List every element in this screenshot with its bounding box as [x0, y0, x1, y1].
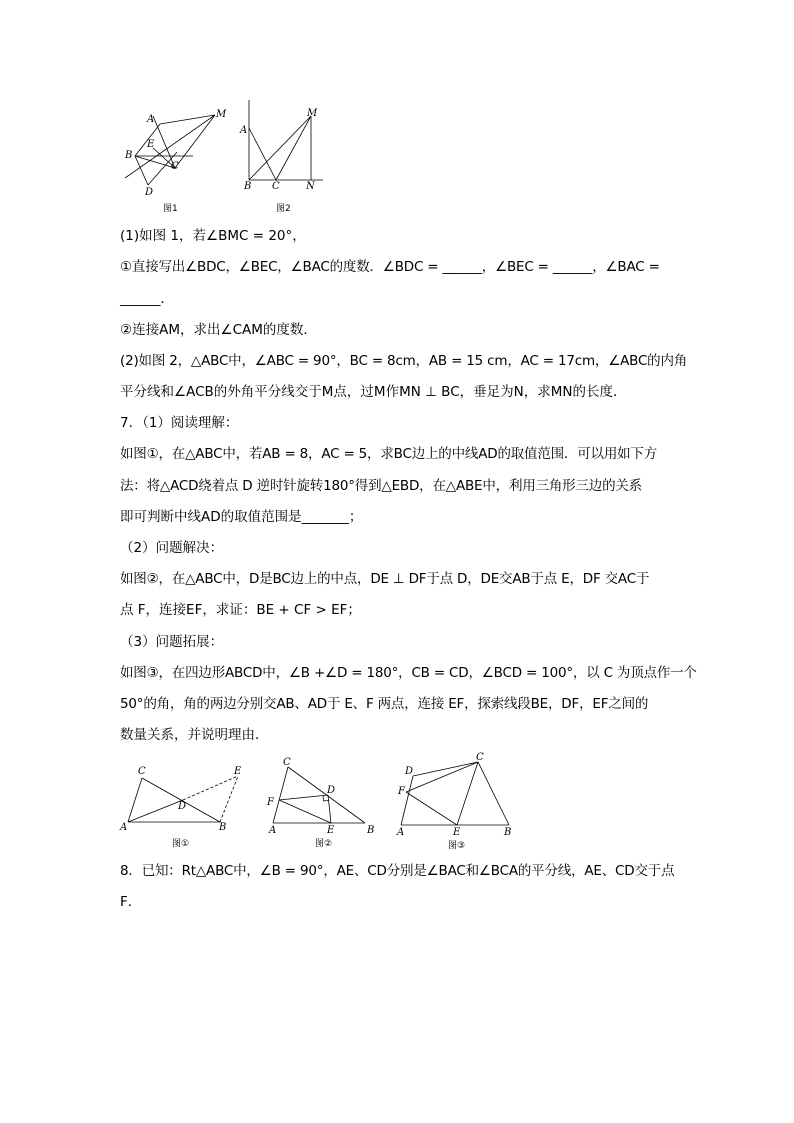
figb-label-f: F	[267, 797, 274, 808]
text-line-3: ______．	[120, 291, 174, 307]
text-line-12: 如图②，在△ABC中，D是BC边上的中点，DE ⊥ DF于点 D，DE交AB于点 E，DF 交AC于	[120, 571, 650, 587]
text-line-5: (2)如图 2，△ABC中，∠ABC = 90°，BC = 8cm，AB = 15 cm，AC = 17cm，∠ABC的内角	[120, 353, 688, 369]
figb-label-d: D	[327, 785, 336, 796]
figure-c-diagram	[393, 750, 523, 850]
fig1-caption: 图1	[163, 204, 178, 214]
fig2-label-n: N	[306, 181, 315, 192]
fig2-label-c: C	[272, 181, 280, 192]
figb-label-a: A	[269, 825, 277, 836]
text-line-7: 7．（1）阅读理解：	[120, 415, 239, 431]
figure-a	[118, 760, 253, 850]
figure-1	[115, 100, 225, 220]
figc-label-e: E	[453, 827, 461, 838]
figure-b-diagram	[263, 755, 383, 850]
text-line-6: 平分线和∠ACB的外角平分线交于M点，过M作MN ⊥ BC，垂足为N，求MN的长度．	[120, 384, 627, 400]
fig1-label-e: E	[147, 139, 155, 150]
figa-label-d: D	[178, 801, 187, 812]
figure-2-diagram	[236, 100, 331, 220]
figure-2	[236, 100, 331, 220]
figb-label-b: B	[367, 825, 375, 836]
fig2-label-b: B	[244, 181, 252, 192]
fig2-label-a: A	[240, 125, 248, 136]
figure-b	[263, 755, 383, 850]
figc-label-c: C	[476, 752, 484, 763]
figb-label-e: E	[327, 825, 335, 836]
text-line-14: （3）问题拓展：	[120, 634, 224, 650]
figure-1-diagram	[115, 100, 225, 220]
text-line-10: 即可判断中线AD的取值范围是_______；	[120, 509, 363, 525]
text-line-9: 法：将△ACD绕着点 D 逆时针旋转180°得到△EBD，在△ABE中，利用三角形三边的关系	[120, 478, 642, 494]
figa-label-e: E	[234, 766, 242, 777]
text-line-17: 数量关系，并说明理由．	[120, 727, 269, 743]
text-line-18: 8．已知：Rt△ABC中，∠B = 90°，AE、CD分别是∠BAC和∠BCA的平分线，AE、CD交于点	[120, 863, 675, 879]
fig1-label-b: B	[125, 150, 133, 161]
figb-caption: 图②	[315, 839, 333, 849]
text-line-4: ②连接AM，求出∠CAM的度数．	[120, 322, 317, 338]
figc-label-b: B	[504, 827, 512, 838]
text-line-13: 点 F，连接EF，求证：BE + CF > EF；	[120, 602, 361, 618]
fig2-label-m: M	[307, 108, 318, 119]
figa-label-b: B	[219, 822, 227, 833]
figc-label-a: A	[397, 827, 405, 838]
figc-label-f: F	[398, 786, 405, 797]
figure-a-diagram	[118, 760, 253, 850]
figc-label-d: D	[405, 766, 414, 777]
figc-caption: 图③	[448, 841, 466, 851]
text-line-16: 50°的角，角的两边分别交AB、AD于 E、F 两点，连接 EF，探索线段BE，DF，EF之间的	[120, 696, 649, 712]
figa-label-c: C	[138, 766, 146, 777]
fig1-label-c: C	[171, 161, 179, 172]
fig1-label-a: A	[147, 114, 155, 125]
figa-label-a: A	[120, 822, 128, 833]
figa-caption: 图①	[172, 839, 190, 849]
text-line-8: 如图①，在△ABC中，若AB = 8，AC = 5，求BC边上的中线AD的取值范围．可以用如下方	[120, 446, 658, 462]
text-line-19: F．	[120, 894, 142, 910]
fig2-caption: 图2	[276, 204, 291, 214]
text-line-2: ①直接写出∠BDC，∠BEC，∠BAC的度数．∠BDC = ______，∠BEC = ______，∠BAC =	[120, 259, 660, 275]
text-line-1: (1)如图 1，若∠BMC = 20°，	[120, 228, 306, 244]
figb-label-c: C	[283, 757, 291, 768]
figure-c	[393, 750, 523, 850]
text-line-11: （2）问题解决：	[120, 540, 224, 556]
fig1-label-m: M	[216, 109, 227, 120]
fig1-label-d: D	[145, 187, 154, 198]
text-line-15: 如图③，在四边形ABCD中，∠B +∠D = 180°，CB = CD，∠BCD = 100°，以 C 为顶点作一个	[120, 665, 697, 681]
